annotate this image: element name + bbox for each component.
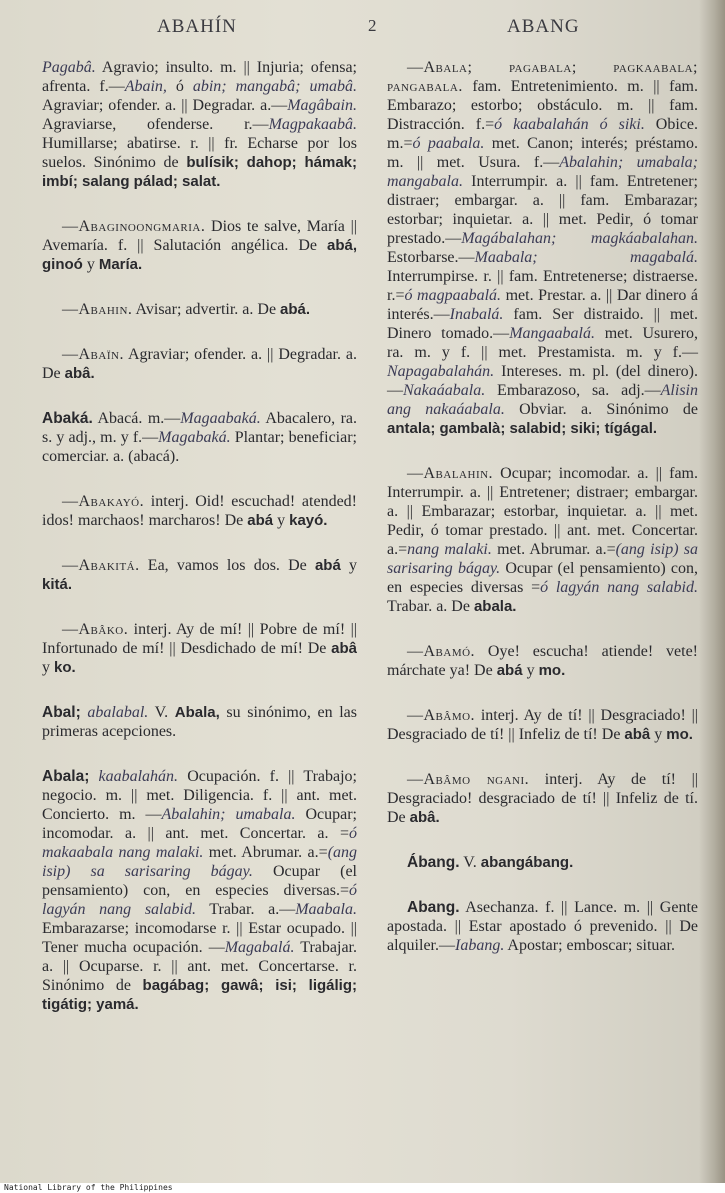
entry-abamo-interj: —Abâmo. interj. Ay de tí! || Desgraciado! || Desgraciado de tí! || Infeliz de tí! De abâ y mo. xyxy=(387,707,698,743)
right-column xyxy=(387,58,698,981)
entry-abahin: —Abahin. Avisar; advertir. a. De abá. xyxy=(62,301,311,318)
entry-abang: Abang. Asechanza. f. || Lance. m. || Gente apostada. || Estar apostado ó prevenido. || De alquiler.—Iabang. Apostar; emboscar; situar. xyxy=(387,899,698,954)
binding-shadow xyxy=(699,0,725,1193)
running-head-left: ABAHÍN xyxy=(157,16,237,37)
entry-abako: —Abâko. interj. Ay de mí! || Pobre de mí! || Infortunado de mí! || Desdichado de mí! De abâ y ko. xyxy=(42,621,357,676)
entry-abala-fam: —Abala; pagabala; pagkaabala; pangabala. fam. Entretenimiento. m. || fam. Embarazo; estorbo; obstáculo. m. || fam. Distracción. f.=ó kaabalahán ó siki. Obice. m.=ó paabala. met. Canon; interés; préstamo. m. || met. Usura. f.—Abalahin; umabala; mangabala. Interrumpir. a. || fam. Entretener; distraer; embargar. a. || fam. Embarazar; estorbar; inquietar. a. || met. Pedir, ó tomar prestado.—Magábalahan; magkáabalahan. Estorbarse.—Maabala; magabalá. Interrumpirse. r. || fam. Entretenerse; distraerse. r.=ó magpaabalá. met. Prestar. a. || Dar dinero á interés.—Inabalá. fam. Ser distraido. || met. Dinero tomado.—Mangaabalá. met. Usurero, ra. m. y f. || met. Prestamista. m. y f.—Napagabalahán. Intereses. m. pl. (del dinero).—Nakaáabala. Embarazoso, sa. adj.—Alisin ang nakaáabala. Obviar. a. Sinónimo de antala; gambalà; salabid; siki; tígágal. xyxy=(387,59,699,437)
entry-pagaba: Pagabâ. Agravio; insulto. m. || Injuria; ofensa; afrenta. f.—Abain, ó abin; mangabâ; umabâ. Agraviar; ofender. a. || Degradar. a.—Magâbain. Agraviarse, ofenderse. r.—Magpakaabâ. Humillarse; abatirse. r. || fr. Echarse por los suelos. Sinónimo de bulísik; dahop; hámak; imbí; salang pálad; salat. xyxy=(42,59,358,190)
entry-abaka: Abaká. Abacá. m.—Magaabaká. Abacalero, ra. s. y adj., m. y f.—Magabaká. Plantar; beneficiar; comerciar. a. (abacá). xyxy=(42,410,358,465)
running-head-right: ABANG xyxy=(507,16,580,37)
entry-abalahin: —Abalahin. Ocupar; incomodar. a. || fam. Interrumpir. a. || Entretener; distraer; embargar. a. || Embarazar; estorbar, inquietar. a. || met. Pedir, ó tomar prestado. || ant. met. Concertar. a.=nang malaki. met. Abrumar. a.=(ang isip) sa sarisaring bágay. Ocupar (el pensamiento) con, en especies diversas =ó lagyán nang salabid. Trabar. a. De abala. xyxy=(387,465,699,615)
entry-abala: Abala; kaabalahán. Ocupación. f. || Trabajo; negocio. m. || met. Diligencia. f. || ant. met. Concierto. m. —Abalahin; umabala. Ocupar; incomodar. a. || ant. met. Concertar. a. =ó makaabala nang malaki. met. Abrumar. a.=(ang isip) sa sarisaring bágay. Ocupar (el pensamiento) con, en especies diversas.=ó lagyán nang salabid. Trabar. a.—Maabala. Embarazarse; incomodarse r. || Estar ocupado. || Tener mucha ocupación. —Magabalá. Trabajar. a. || Ocuparse. r. || ant. met. Concertarse. r. Sinónimo de bagábag; gawâ; isi; ligálig; tigátig; yamá. xyxy=(42,768,358,1013)
entry-abamo-ngani: —Abâmo ngani. interj. Ay de tí! || Desgraciado! desgraciado de tí! || Infeliz de tí. De abâ. xyxy=(387,771,698,826)
page-number: 2 xyxy=(368,16,378,35)
entry-abang-v: Ábang. V. abangábang. xyxy=(407,854,574,871)
left-column xyxy=(42,58,357,1040)
entry-abakita: —Abakitá. Ea, vamos los dos. De abá y kitá. xyxy=(42,557,358,593)
entry-abaginoongmaria: —Abaginoongmaria. Dios te salve, María || Avemaría. f. || Salutación angélica. De abá, ginoó y María. xyxy=(42,218,357,273)
entry-abal: Abal; abalabal. V. Abala, su sinónimo, en las primeras acepciones. xyxy=(42,704,357,740)
library-credit: National Library of the Philippines xyxy=(4,1183,173,1192)
entry-abain: —Abaïn. Agraviar; ofender. a. || Degradar. a. De abâ. xyxy=(42,346,357,382)
entry-abamo: —Abamó. Oye! escucha! atiende! vete! márchate ya! De abá y mo. xyxy=(387,643,698,679)
entry-abakayo: —Abakayó. interj. Oid! escuchad! atended! idos! marchaos! marcharos! De abá y kayó. xyxy=(42,493,357,529)
